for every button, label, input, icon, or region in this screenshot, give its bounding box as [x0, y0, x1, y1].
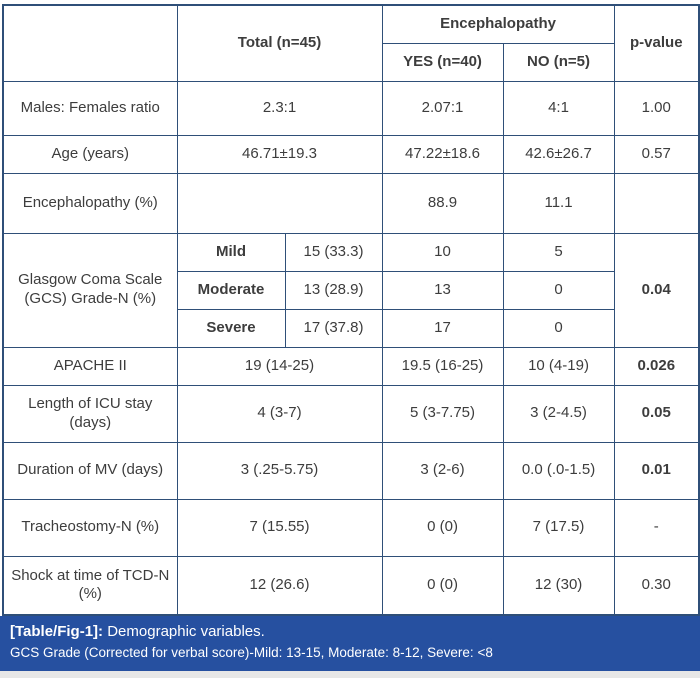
caption-note: GCS Grade (Corrected for verbal score)-Mild: 13-15, Moderate: 8-12, Severe: <8: [10, 645, 493, 660]
cell-label: Length of ICU stay (days): [3, 385, 177, 442]
table-row-males: [3, 81, 699, 135]
cell-total: 3 (.25-5.75): [177, 442, 382, 499]
cell-total: 17 (37.8): [285, 309, 382, 347]
caption-tag: [Table/Fig-1]:: [10, 623, 104, 640]
caption-title: Demographic variables.: [103, 623, 265, 640]
cell-no: 5: [503, 233, 614, 271]
cell-label: Males: Females ratio: [3, 81, 177, 135]
cell-total: 12 (26.6): [177, 556, 382, 615]
cell-yes: 2.07:1: [382, 81, 503, 135]
cell-no: 10 (4-19): [503, 347, 614, 385]
cell-label: Shock at time of TCD-N (%): [3, 556, 177, 615]
cell-yes: 3 (2-6): [382, 442, 503, 499]
cell-pvalue: 1.00: [614, 81, 699, 135]
cell-pvalue: [614, 173, 699, 233]
header-encephalopathy: Encephalopathy: [382, 5, 614, 43]
cell-total: 15 (33.3): [285, 233, 382, 271]
cell-yes: 0 (0): [382, 499, 503, 556]
cell-yes: 5 (3-7.75): [382, 385, 503, 442]
cell-yes: 47.22±18.6: [382, 135, 503, 173]
header-row-1: [3, 5, 699, 43]
cell-label: Encephalopathy (%): [3, 173, 177, 233]
cell-total: [177, 173, 382, 233]
cell-grade: Severe: [177, 309, 285, 347]
cell-no: 0: [503, 309, 614, 347]
cell-grade: Mild: [177, 233, 285, 271]
header-yes: YES (n=40): [382, 43, 503, 81]
header-pvalue: p-value: [614, 5, 699, 81]
cell-total: 7 (15.55): [177, 499, 382, 556]
demographic-variables-table: [2, 4, 700, 616]
cell-label: Tracheostomy-N (%): [3, 499, 177, 556]
table-caption-bar: [0, 616, 700, 671]
cell-no: 0.0 (.0-1.5): [503, 442, 614, 499]
cell-pvalue: 0.04: [614, 233, 699, 347]
caption-line: [10, 623, 690, 640]
cell-pvalue: 0.026: [614, 347, 699, 385]
table-row-tracheostomy: [3, 499, 699, 556]
table-row-gcs-mild: [3, 233, 699, 271]
table-row-icu-stay: [3, 385, 699, 442]
cell-no: 4:1: [503, 81, 614, 135]
cell-pvalue: -: [614, 499, 699, 556]
cell-total: 46.71±19.3: [177, 135, 382, 173]
table-row-mv-duration: [3, 442, 699, 499]
cell-no: 12 (30): [503, 556, 614, 615]
table-row-shock: [3, 556, 699, 615]
cell-no: 11.1: [503, 173, 614, 233]
cell-label: Duration of MV (days): [3, 442, 177, 499]
cell-grade: Moderate: [177, 271, 285, 309]
cell-no: 42.6±26.7: [503, 135, 614, 173]
table-row-age: [3, 135, 699, 173]
cell-label: Age (years): [3, 135, 177, 173]
cell-no: 0: [503, 271, 614, 309]
cell-total: 13 (28.9): [285, 271, 382, 309]
bottom-margin-strip: [0, 671, 700, 678]
header-no: NO (n=5): [503, 43, 614, 81]
cell-no: 7 (17.5): [503, 499, 614, 556]
table-row-encephalopathy: [3, 173, 699, 233]
cell-total: 19 (14-25): [177, 347, 382, 385]
cell-no: 3 (2-4.5): [503, 385, 614, 442]
cell-yes: 17: [382, 309, 503, 347]
cell-pvalue: 0.01: [614, 442, 699, 499]
cell-total: 2.3:1: [177, 81, 382, 135]
cell-pvalue: 0.30: [614, 556, 699, 615]
cell-pvalue: 0.57: [614, 135, 699, 173]
cell-yes: 13: [382, 271, 503, 309]
cell-label: APACHE II: [3, 347, 177, 385]
cell-yes: 10: [382, 233, 503, 271]
corner-blank-cell: [3, 5, 177, 81]
header-total: Total (n=45): [177, 5, 382, 81]
table-row-apache: [3, 347, 699, 385]
cell-yes: 88.9: [382, 173, 503, 233]
cell-label: Glasgow Coma Scale (GCS) Grade-N (%): [3, 233, 177, 347]
cell-yes: 0 (0): [382, 556, 503, 615]
cell-yes: 19.5 (16-25): [382, 347, 503, 385]
cell-pvalue: 0.05: [614, 385, 699, 442]
cell-total: 4 (3-7): [177, 385, 382, 442]
